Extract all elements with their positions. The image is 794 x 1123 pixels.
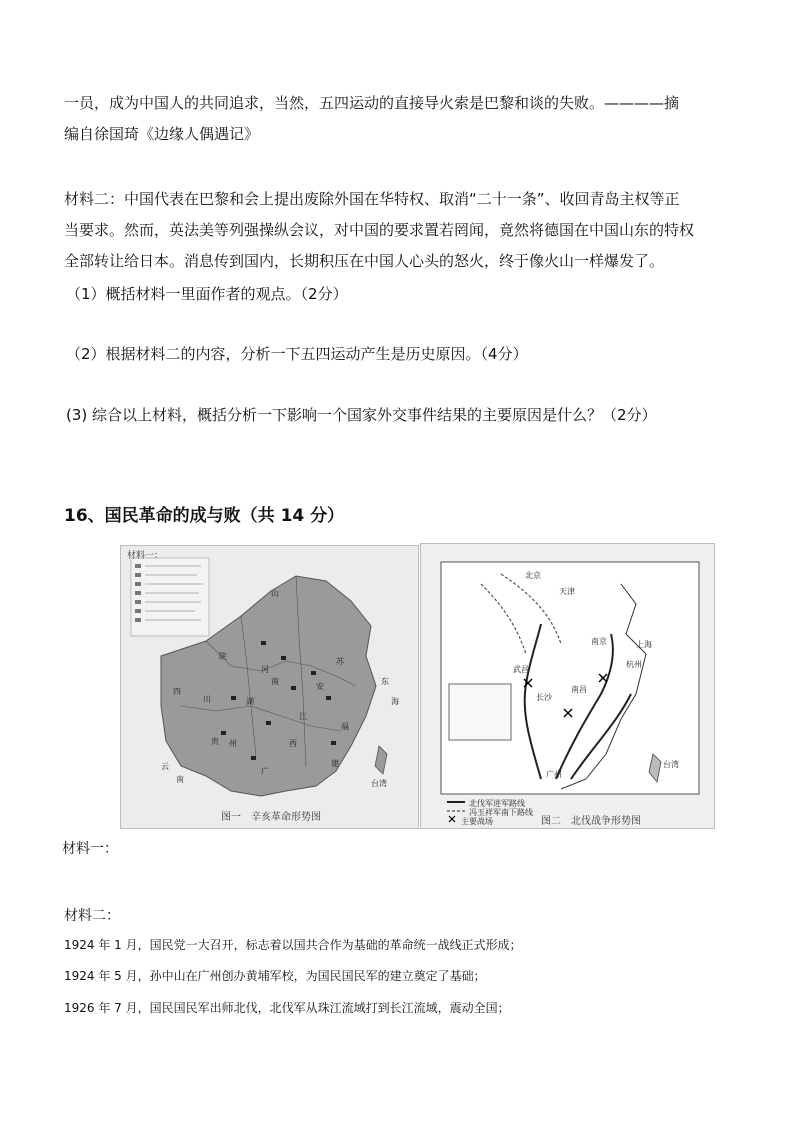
passage-line: 一员，成为中国人的共同追求，当然，五四运动的直接导火索是巴黎和谈的失败。————摘 <box>64 94 680 112</box>
map-label: 苏 <box>336 657 344 666</box>
map-label: 北京 <box>525 571 541 580</box>
timeline-item: 1924 年 5 月，孙中山在广州创办黄埔军校，为国民国民军的建立奠定了基础； <box>64 969 486 983</box>
xinhai-revolution-map <box>120 545 419 829</box>
passage-line: 编自徐国琦《边缘人偶遇记》 <box>64 125 260 143</box>
map-label: 南 <box>176 775 184 784</box>
map-label: 陕 <box>219 652 227 661</box>
figure-caption: 图二 北伐战争形势图 <box>541 816 641 827</box>
figure-label: 材料一： <box>62 841 118 857</box>
timeline-item: 1924 年 1 月，国民党一大召开，标志着以国共合作为基础的革命统一战线正式形成； <box>64 938 522 952</box>
map-label: 四 <box>173 687 181 696</box>
map-label: 台湾 <box>663 760 679 769</box>
figure-caption: 图一 辛亥革命形势图 <box>221 812 321 823</box>
map-label: 海 <box>391 697 399 706</box>
map-label: 福 <box>341 722 349 731</box>
map-label: 川 <box>203 695 211 704</box>
material2-line: 全部转让给日本。消息传到国内，长期积压在中国人心头的怒火，终于像火山一样爆发了。 <box>64 252 665 270</box>
question-2: （2）根据材料二的内容，分析一下五四运动产生是历史原因。（4分） <box>66 345 528 363</box>
map-label: 广州 <box>546 770 562 779</box>
map-label: 安 <box>316 682 324 691</box>
map-label: 贵 <box>211 737 219 746</box>
map-label: 台湾 <box>371 779 387 788</box>
map-label: 广 <box>261 767 269 776</box>
map-label: 湖 <box>246 697 254 706</box>
material2-line: 当要求。然而，英法美等列强操纵会议，对中国的要求置若罔闻，竟然将德国在中国山东的特权 <box>64 221 695 239</box>
legend-label: 主要战场 <box>461 817 493 826</box>
map-label: 长沙 <box>536 693 552 702</box>
map-label: 州 <box>229 739 237 748</box>
legend-label: 冯玉祥军南下路线 <box>469 808 533 817</box>
map-label: 天津 <box>559 587 575 596</box>
northern-expedition-map <box>420 543 715 829</box>
map-label: 南京 <box>591 637 607 646</box>
map-label: 山 <box>271 589 279 598</box>
map-label: 南 <box>271 677 279 686</box>
map-label: 江 <box>299 712 307 721</box>
material2-title: 材料二： <box>64 908 120 924</box>
material2-line: 材料二：中国代表在巴黎和会上提出废除外国在华特权、取消“二十一条”、收回青岛主权等正 <box>64 190 680 208</box>
map-label: 西 <box>289 739 297 748</box>
map-label: 河 <box>261 665 269 674</box>
timeline-item: 1926 年 7 月，国民国民军出师北伐，北伐军从珠江流域打到长江流域，震动全国； <box>64 1001 510 1015</box>
map-label: 武昌 <box>513 665 529 674</box>
legend-label: 北伐军进军路线 <box>469 799 525 808</box>
map-label: 建 <box>331 759 339 768</box>
figure-tag: 材料一： <box>127 551 164 561</box>
question-1: （1）概括材料一里面作者的观点。（2分） <box>66 285 348 303</box>
map-label: 上海 <box>636 640 652 649</box>
question-3: (3) 综合以上材料，概括分析一下影响一个国家外交事件结果的主要原因是什么？（2分） <box>66 406 657 424</box>
map-label: 杭州 <box>626 660 642 669</box>
map-label: 云 <box>161 762 169 771</box>
map-label: 南昌 <box>571 685 587 694</box>
map-label: 东 <box>381 677 389 686</box>
section-heading: 16、国民革命的成与败（共 14 分） <box>64 506 345 526</box>
